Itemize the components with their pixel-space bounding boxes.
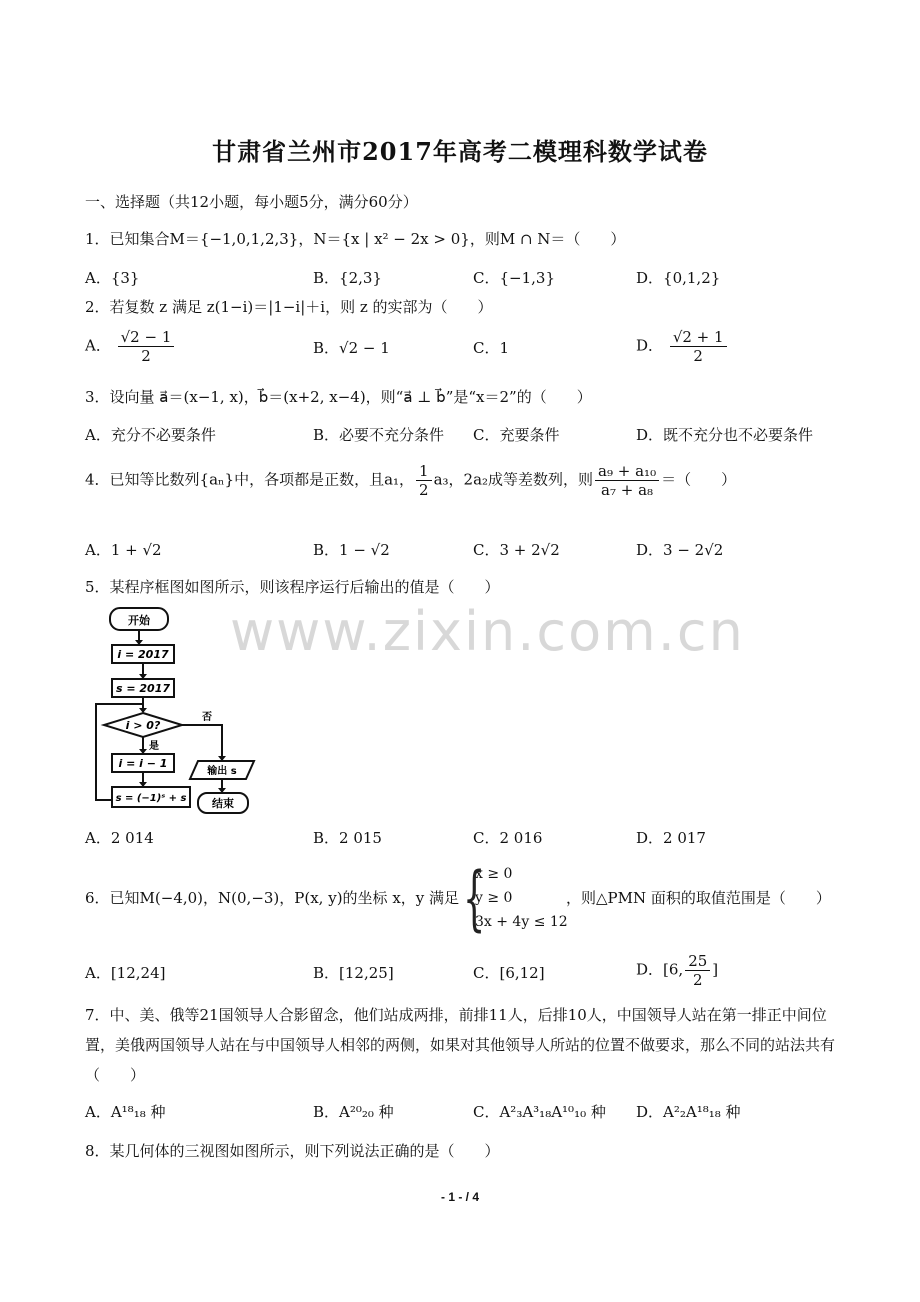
q5-option-d: D．2 017 — [636, 829, 706, 847]
question-6-stem-post: ，则△PMN 面积的取值范围是（ ） — [566, 889, 831, 907]
q2-option-a-fraction — [118, 328, 175, 365]
q1-option-d: D．{0,1,2} — [636, 269, 721, 287]
q6-d-fraction — [685, 952, 710, 989]
q6-d-post: ] — [712, 960, 719, 979]
q4-half-denominator: 2 — [419, 481, 429, 499]
q7-option-a: A．A¹⁸₁₈ 种 — [85, 1103, 166, 1121]
q6-d-denominator: 2 — [692, 971, 703, 989]
q3-option-d: D．既不充分也不必要条件 — [636, 426, 814, 444]
flow-start-text: 开始 — [128, 614, 150, 627]
flow-init-s-text: s = 2017 — [115, 682, 171, 695]
q2-option-a — [85, 328, 176, 365]
flow-output-text: 输出 s — [207, 766, 237, 777]
q3-option-b: B．必要不充分条件 — [313, 426, 445, 444]
q6-option-b: B．[12,25] — [313, 964, 394, 982]
flowchart — [92, 600, 262, 825]
q4-half-numerator: 1 — [416, 462, 432, 481]
question-5-stem: 5．某程序框图如图所示，则该程序运行后输出的值是（ ） — [85, 578, 500, 596]
q6-option-a: A．[12,24] — [85, 964, 166, 982]
q1-option-a: A．{3} — [85, 269, 140, 287]
q5-option-a: A．2 014 — [85, 829, 154, 847]
q4-stem-pre: 4．已知等比数列{aₙ}中，各项都是正数，且a₁， — [85, 470, 415, 489]
q4-ratio-fraction — [595, 462, 659, 499]
q2-option-a-label: A． — [85, 336, 111, 355]
flow-end-text: 结束 — [212, 797, 234, 810]
q6-constraint-system — [463, 857, 568, 939]
q7-option-c: C．A²₃A³₁₈A¹⁰₁₀ 种 — [473, 1103, 606, 1121]
q2-option-b: B．√2 − 1 — [313, 339, 390, 357]
q6-constraint-1: x ≥ 0 — [475, 866, 513, 882]
flow-step-s-text: s = (−1)ˢ + s — [115, 793, 187, 804]
question-1-stem: 1．已知集合M＝{−1,0,1,2,3}，N＝{x | x² − 2x > 0}，则M ∩ N＝（ ） — [85, 230, 626, 248]
q3-option-a: A．充分不必要条件 — [85, 426, 216, 444]
question-4-stem — [85, 462, 736, 499]
page-title: 甘肃省兰州市2017年高考二模理科数学试卷 — [212, 137, 708, 166]
q6-constraint-2: y ≥ 0 — [475, 890, 513, 906]
q4-half-fraction — [416, 462, 432, 499]
q2-d-numerator: √2 + 1 — [670, 328, 727, 347]
q2-option-d-label: D． — [636, 336, 664, 355]
flow-step-i-text: i = i − 1 — [118, 757, 168, 770]
q4-option-a: A．1 + √2 — [85, 541, 162, 559]
q1-option-c: C．{−1,3} — [473, 269, 555, 287]
flow-condition-text: i > 0? — [125, 719, 161, 732]
question-8-stem: 8．某几何体的三视图如图所示，则下列说法正确的是（ ） — [85, 1142, 500, 1160]
q4-option-c: C．3 + 2√2 — [473, 541, 560, 559]
q4-stem-mid: a₃，2a₂成等差数列，则 — [433, 470, 594, 489]
q6-option-d — [636, 952, 718, 989]
q2-d-denominator: 2 — [693, 347, 703, 365]
q2-option-d — [636, 328, 729, 365]
question-2-stem: 2．若复数 z 满足 z(1−i)＝|1−i|＋i，则 z 的实部为（ ） — [85, 298, 493, 316]
q4-option-d: D．3 − 2√2 — [636, 541, 724, 559]
q1-option-b: B．{2,3} — [313, 269, 382, 287]
section-heading: 一、选择题（共12小题，每小题5分，满分60分） — [85, 193, 418, 211]
q6-d-pre: D．[6, — [636, 960, 684, 979]
q4-ratio-numerator: a₉ + a₁₀ — [595, 462, 659, 481]
flow-yes-label: 是 — [149, 741, 159, 752]
q6-brace: { — [463, 857, 486, 939]
q7-option-d: D．A²₂A¹⁸₁₈ 种 — [636, 1103, 741, 1121]
q7-option-b: B．A²⁰₂₀ 种 — [313, 1103, 394, 1121]
q2-a-numerator: √2 − 1 — [118, 328, 175, 347]
q2-option-c: C．1 — [473, 339, 510, 357]
q4-ratio-denominator: a₇ + a₈ — [601, 481, 654, 499]
q6-d-numerator: 25 — [685, 952, 710, 971]
q2-a-denominator: 2 — [141, 347, 151, 365]
flow-init-i-text: i = 2017 — [117, 648, 169, 661]
q4-option-b: B．1 − √2 — [313, 541, 390, 559]
q5-option-b: B．2 015 — [313, 829, 382, 847]
q3-option-c: C．充要条件 — [473, 426, 560, 444]
q4-stem-post: ＝（ ） — [661, 470, 737, 489]
question-6-stem-pre: 6．已知M(−4,0)，N(0,−3)，P(x, y)的坐标 x，y 满足 — [85, 889, 460, 907]
q6-option-c: C．[6,12] — [473, 964, 545, 982]
q6-constraint-3: 3x + 4y ≤ 12 — [475, 914, 568, 930]
q5-option-c: C．2 016 — [473, 829, 543, 847]
watermark: www.zixin.com.cn — [230, 600, 745, 663]
page-number: - 1 - / 4 — [440, 1190, 479, 1204]
question-7-stem: 7．中、美、俄等21国领导人合影留念，他们站成两排，前排11人，后排10人，中国领导人站在第一排正中间位置，美俄两国领导人站在与中国领导人相邻的两侧，如果对其他领导人所站的位置不做要求，那么不同的站法共有（ ） — [85, 1006, 836, 1084]
q2-option-d-fraction — [670, 328, 727, 365]
flow-no-label: 否 — [202, 712, 212, 723]
question-3-stem: 3．设向量 a⃗＝(x−1, x)，b⃗＝(x+2, x−4)，则“a⃗ ⊥ b⃗”是“x＝2”的（ ） — [85, 388, 592, 406]
